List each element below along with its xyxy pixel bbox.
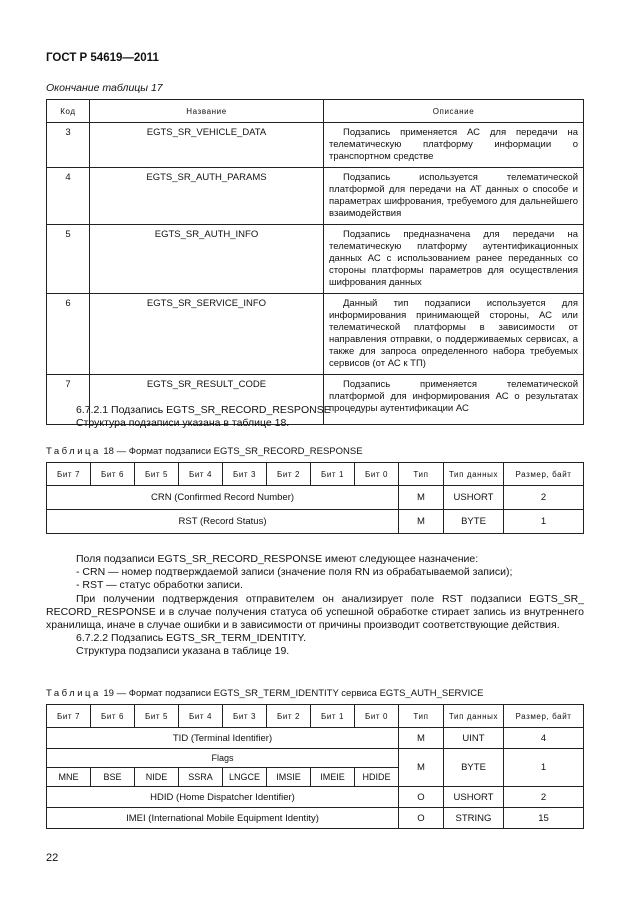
col-header-bit2: Бит 2 xyxy=(267,705,311,728)
row-desc: Данный тип подзаписи используется для информирования принимающей стороны, АС или телематической платформы в зависимости от направления отправки, о поддерживаемых сервисах, а также для запроса определенного набора требуемых сервисов (от АС к ТП) xyxy=(324,294,584,375)
flag-bse: BSE xyxy=(91,768,135,787)
field-dtype: BYTE xyxy=(444,510,504,534)
fields-description xyxy=(46,553,584,659)
table-row xyxy=(47,808,584,829)
table-row xyxy=(47,123,584,168)
col-header-desc: Описание xyxy=(324,100,584,123)
row-name: EGTS_SR_SERVICE_INFO xyxy=(90,294,324,375)
col-header-size: Размер, байт xyxy=(504,463,584,486)
col-header-size: Размер, байт xyxy=(504,705,584,728)
col-header-code: Код xyxy=(47,100,90,123)
section-6-7-2-1-text: Структура подзаписи указана в таблице 18. xyxy=(76,417,290,429)
field-size: 2 xyxy=(504,486,584,510)
row-code: 5 xyxy=(47,225,90,294)
col-header-bit7: Бит 7 xyxy=(47,705,91,728)
row-name: EGTS_SR_AUTH_PARAMS xyxy=(90,168,324,225)
table18-caption xyxy=(46,446,363,457)
page-number: 22 xyxy=(46,852,59,864)
caption-text: 19 — Формат подзаписи EGTS_SR_TERM_IDENTITY сервиса EGTS_AUTH_SERVICE xyxy=(103,688,484,699)
table-row xyxy=(47,225,584,294)
row-desc: Подзапись применяется АС для передачи на телематическую платформу информации о транспортном средстве xyxy=(324,123,584,168)
col-header-name: Название xyxy=(90,100,324,123)
col-header-bit1: Бит 1 xyxy=(311,463,355,486)
field-dtype: BYTE xyxy=(444,749,504,787)
col-header-bit7: Бит 7 xyxy=(47,463,91,486)
caption-word: Таблица xyxy=(46,688,101,699)
field-flags: Flags xyxy=(47,749,399,768)
col-header-bit2: Бит 2 xyxy=(267,463,311,486)
table-17 xyxy=(46,99,584,425)
field-type: M xyxy=(399,486,444,510)
row-code: 6 xyxy=(47,294,90,375)
col-header-bit3: Бит 3 xyxy=(223,463,267,486)
section-6-7-2-2-text: Структура подзаписи указана в таблице 19. xyxy=(76,645,290,658)
field-dtype: UINT xyxy=(444,728,504,749)
field-type: M xyxy=(399,728,444,749)
row-code: 3 xyxy=(47,123,90,168)
table19-caption xyxy=(46,688,483,699)
table-row xyxy=(47,787,584,808)
field-crn: CRN (Confirmed Record Number) xyxy=(47,486,399,510)
col-header-bit4: Бит 4 xyxy=(179,463,223,486)
fields-crn: - CRN — номер подтверждаемой записи (значение поля RN из обрабатываемой записи); xyxy=(76,566,513,579)
col-header-bit0: Бит 0 xyxy=(355,705,399,728)
field-size: 2 xyxy=(504,787,584,808)
row-code: 7 xyxy=(47,375,90,425)
field-size: 1 xyxy=(504,749,584,787)
flag-ssra: SSRA xyxy=(179,768,223,787)
field-rst: RST (Record Status) xyxy=(47,510,399,534)
flag-lngce: LNGCE xyxy=(223,768,267,787)
table-row xyxy=(47,510,584,534)
field-tid: TID (Terminal Identifier) xyxy=(47,728,399,749)
field-size: 15 xyxy=(504,808,584,829)
row-desc: Подзапись используется телематической платформой для передачи на АТ данных о способе и параметрах шифрования, требуемого для дальнейшего взаимодействия xyxy=(324,168,584,225)
table17-continuation: Окончание таблицы 17 xyxy=(46,82,163,94)
caption-word: Таблица xyxy=(46,446,101,457)
col-header-bit5: Бит 5 xyxy=(135,705,179,728)
row-name: EGTS_SR_RESULT_CODE xyxy=(90,375,324,425)
field-size: 1 xyxy=(504,510,584,534)
col-header-bit6: Бит 6 xyxy=(91,705,135,728)
field-size: 4 xyxy=(504,728,584,749)
col-header-bit6: Бит 6 xyxy=(91,463,135,486)
col-header-dtype: Тип данных xyxy=(444,705,504,728)
row-desc: Подзапись применяется телематической платформой для информирования АС о результатах процедуры аутентификации АС xyxy=(324,375,584,425)
col-header-type: Тип xyxy=(399,705,444,728)
field-dtype: USHORT xyxy=(444,787,504,808)
flag-nide: NIDE xyxy=(135,768,179,787)
field-hdid: HDID (Home Dispatcher Identifier) xyxy=(47,787,399,808)
row-name: EGTS_SR_AUTH_INFO xyxy=(90,225,324,294)
document-header: ГОСТ Р 54619—2011 xyxy=(46,52,159,64)
section-6-7-2-2-heading: 6.7.2.2 Подзапись EGTS_SR_TERM_IDENTITY. xyxy=(76,632,306,645)
fields-rst: - RST — статус обработки записи. xyxy=(76,579,243,592)
flag-imsie: IMSIE xyxy=(267,768,311,787)
table-row xyxy=(47,728,584,749)
table-19 xyxy=(46,704,584,829)
row-name: EGTS_SR_VEHICLE_DATA xyxy=(90,123,324,168)
col-header-dtype: Тип данных xyxy=(444,463,504,486)
col-header-bit4: Бит 4 xyxy=(179,705,223,728)
fields-paragraph: При получении подтверждения отправителем он анализирует поле RST подзаписи EGTS_SR_ RECORD_RESPONSE и в случае получения статуса об успешной обработке стирает запись из внутреннего хранилища, иначе в случае ошибки и в зависимости от причины производит соответствующие действия. xyxy=(46,592,584,632)
row-code: 4 xyxy=(47,168,90,225)
field-type: O xyxy=(399,808,444,829)
col-header-bit1: Бит 1 xyxy=(311,705,355,728)
row-desc: Подзапись предназначена для передачи на телематическую платформу аутентификационных данных АС с использованием ранее переданных со стороны платформы параметров для осуществления шифрования данных xyxy=(324,225,584,294)
table-row xyxy=(47,486,584,510)
section-6-7-2-1-heading: 6.7.2.1 Подзапись EGTS_SR_RECORD_RESPONSE xyxy=(76,404,331,416)
caption-text: 18 — Формат подзаписи EGTS_SR_RECORD_RESPONSE xyxy=(103,446,363,457)
table-row xyxy=(47,749,584,768)
field-type: M xyxy=(399,510,444,534)
field-dtype: USHORT xyxy=(444,486,504,510)
flag-imeie: IMEIE xyxy=(311,768,355,787)
table-row xyxy=(47,294,584,375)
field-imei: IMEI (International Mobile Equipment Identity) xyxy=(47,808,399,829)
flag-hdide: HDIDE xyxy=(355,768,399,787)
table-18 xyxy=(46,462,584,534)
field-dtype: STRING xyxy=(444,808,504,829)
col-header-type: Тип xyxy=(399,463,444,486)
col-header-bit5: Бит 5 xyxy=(135,463,179,486)
table-row xyxy=(47,168,584,225)
col-header-bit0: Бит 0 xyxy=(355,463,399,486)
field-type: O xyxy=(399,787,444,808)
field-type: M xyxy=(399,749,444,787)
fields-intro: Поля подзаписи EGTS_SR_RECORD_RESPONSE имеют следующее назначение: xyxy=(76,553,479,565)
flag-mne: MNE xyxy=(47,768,91,787)
col-header-bit3: Бит 3 xyxy=(223,705,267,728)
